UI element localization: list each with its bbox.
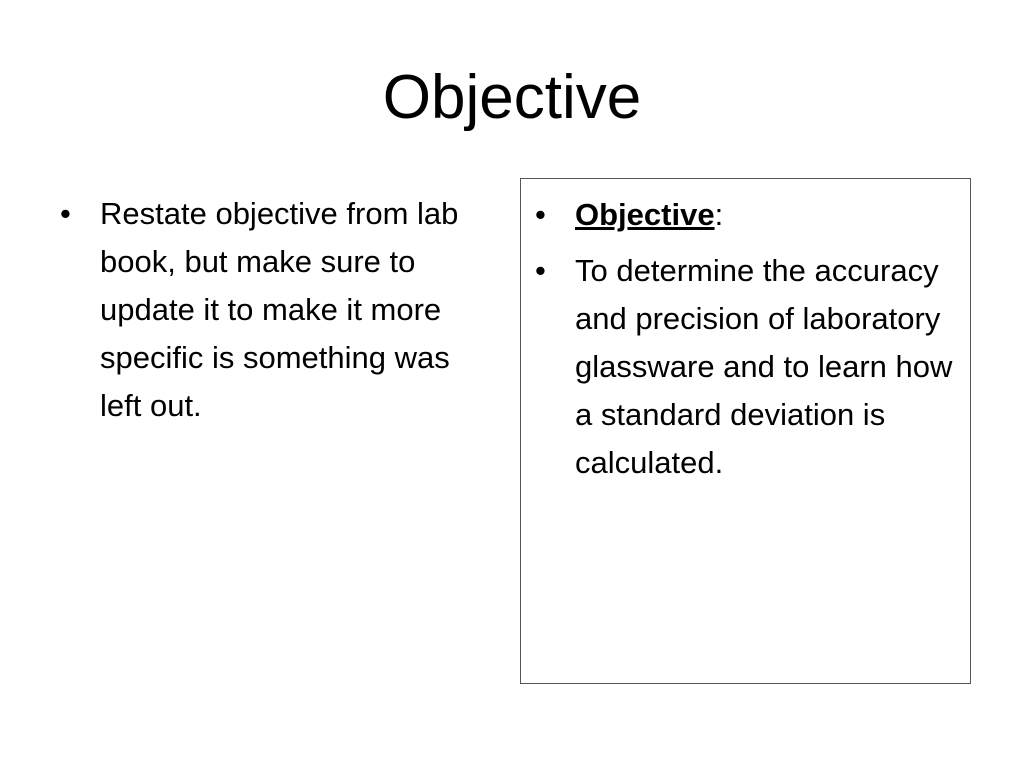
objective-box — [520, 178, 971, 684]
objective-heading-suffix: : — [714, 197, 724, 232]
objective-heading — [575, 191, 967, 239]
objective-heading-label: Objective — [575, 197, 715, 232]
objective-heading-item — [531, 191, 967, 239]
objective-content — [531, 191, 967, 487]
slide-title: Objective — [382, 63, 642, 132]
bullet-icon: • — [535, 197, 546, 232]
objective-bullet-item — [531, 247, 967, 487]
left-column — [56, 190, 476, 430]
objective-bullet-text: To determine the accuracy and precision of laboratory glassware and to learn how a standard deviation is calculated. — [575, 253, 953, 480]
bullet-icon: • — [535, 253, 546, 288]
left-bullet-text: Restate objective from lab book, but make sure to update it to make it more specific is something was left out. — [100, 196, 459, 423]
bullet-icon: • — [60, 196, 71, 231]
left-bullet-item — [56, 190, 476, 430]
